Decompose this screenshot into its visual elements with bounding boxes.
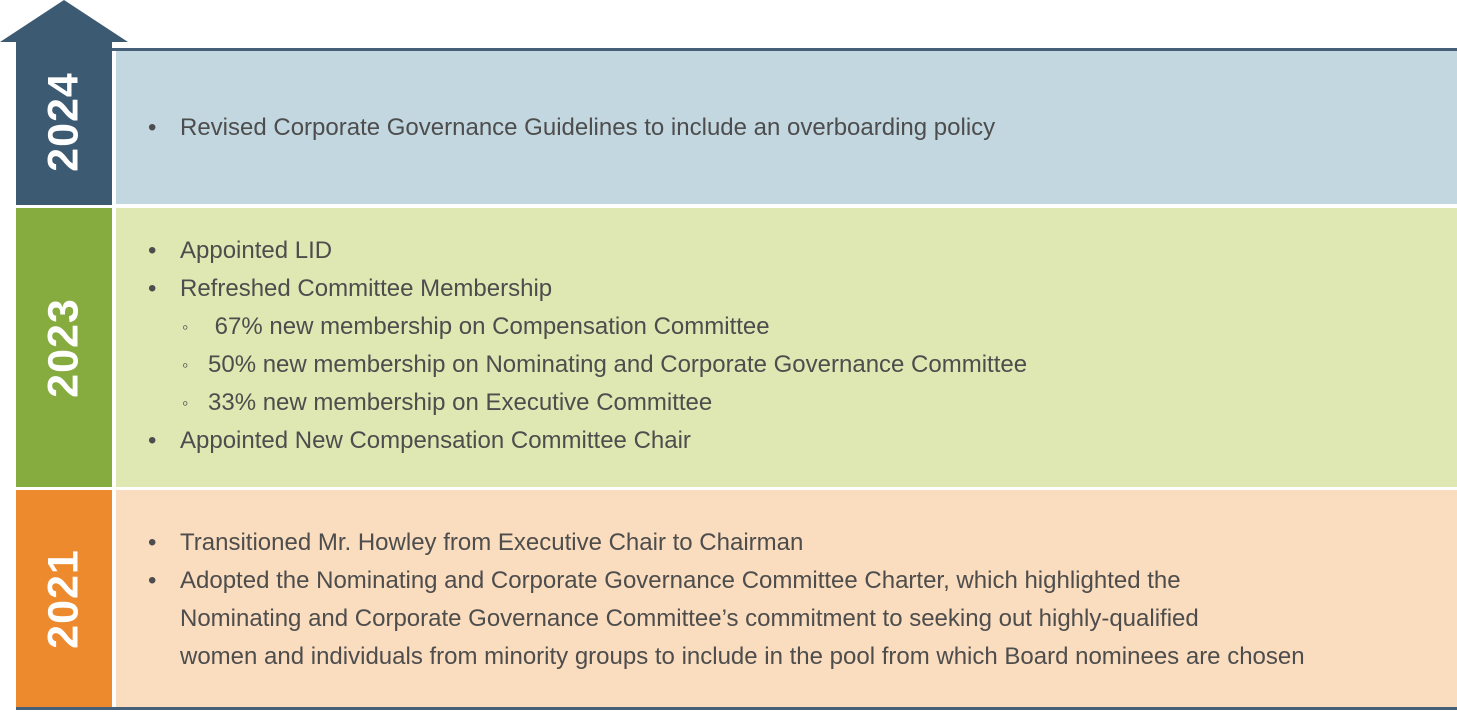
list-item (116, 232, 1457, 270)
item-text: Refreshed Committee Membership (180, 275, 553, 302)
year-label: 2021 (39, 548, 88, 649)
bullet-icon: • (148, 275, 157, 302)
list-item (116, 109, 1457, 147)
bullet-icon: • (148, 114, 157, 141)
item-text: Nominating and Corporate Governance Committee’s commitment to seeking out highly-qualified (180, 605, 1199, 632)
milestone-panel-2023 (116, 208, 1457, 487)
item-text: Transitioned Mr. Howley from Executive Chair to Chairman (180, 529, 804, 556)
year-bar-2024 (16, 38, 112, 205)
year-bar-2023 (16, 208, 112, 487)
item-text: women and individuals from minority groups to include in the pool from which Board nominees are chosen (180, 643, 1305, 670)
item-text: Revised Corporate Governance Guidelines to include an overboarding policy (180, 114, 996, 141)
year-label: 2024 (39, 71, 88, 172)
item-text: 33% new membership on Executive Committee (208, 389, 713, 416)
milestone-panel-2021 (116, 490, 1457, 707)
milestone-panel-2024 (116, 51, 1457, 204)
milestone-list (116, 232, 1457, 460)
sub-list-item (116, 346, 1457, 384)
timeline-arrow-head-icon (0, 0, 128, 42)
milestone-list (116, 109, 1457, 147)
hollow-bullet-icon: ◦ (182, 317, 189, 337)
hollow-bullet-icon: ◦ (182, 393, 189, 413)
sub-list-item (116, 308, 1457, 346)
sub-list-item (116, 384, 1457, 422)
item-text: Appointed New Compensation Committee Chair (180, 427, 691, 454)
list-item-continuation (116, 638, 1457, 676)
item-text: 67% new membership on Compensation Committee (208, 313, 770, 340)
item-text: Adopted the Nominating and Corporate Governance Committee Charter, which highlighted the (180, 567, 1181, 594)
bullet-icon: • (148, 237, 157, 264)
bottom-divider (16, 707, 1457, 710)
bullet-icon: • (148, 567, 157, 594)
bullet-icon: • (148, 427, 157, 454)
year-label: 2023 (39, 297, 88, 398)
item-text: 50% new membership on Nominating and Corporate Governance Committee (208, 351, 1028, 378)
list-item (116, 422, 1457, 460)
list-item (116, 524, 1457, 562)
milestone-list (116, 524, 1457, 676)
bullet-icon: • (148, 529, 157, 556)
item-text: Appointed LID (180, 237, 333, 264)
list-item (116, 270, 1457, 308)
year-bar-2021 (16, 490, 112, 707)
hollow-bullet-icon: ◦ (182, 355, 189, 375)
list-item (116, 562, 1457, 600)
list-item-continuation (116, 600, 1457, 638)
